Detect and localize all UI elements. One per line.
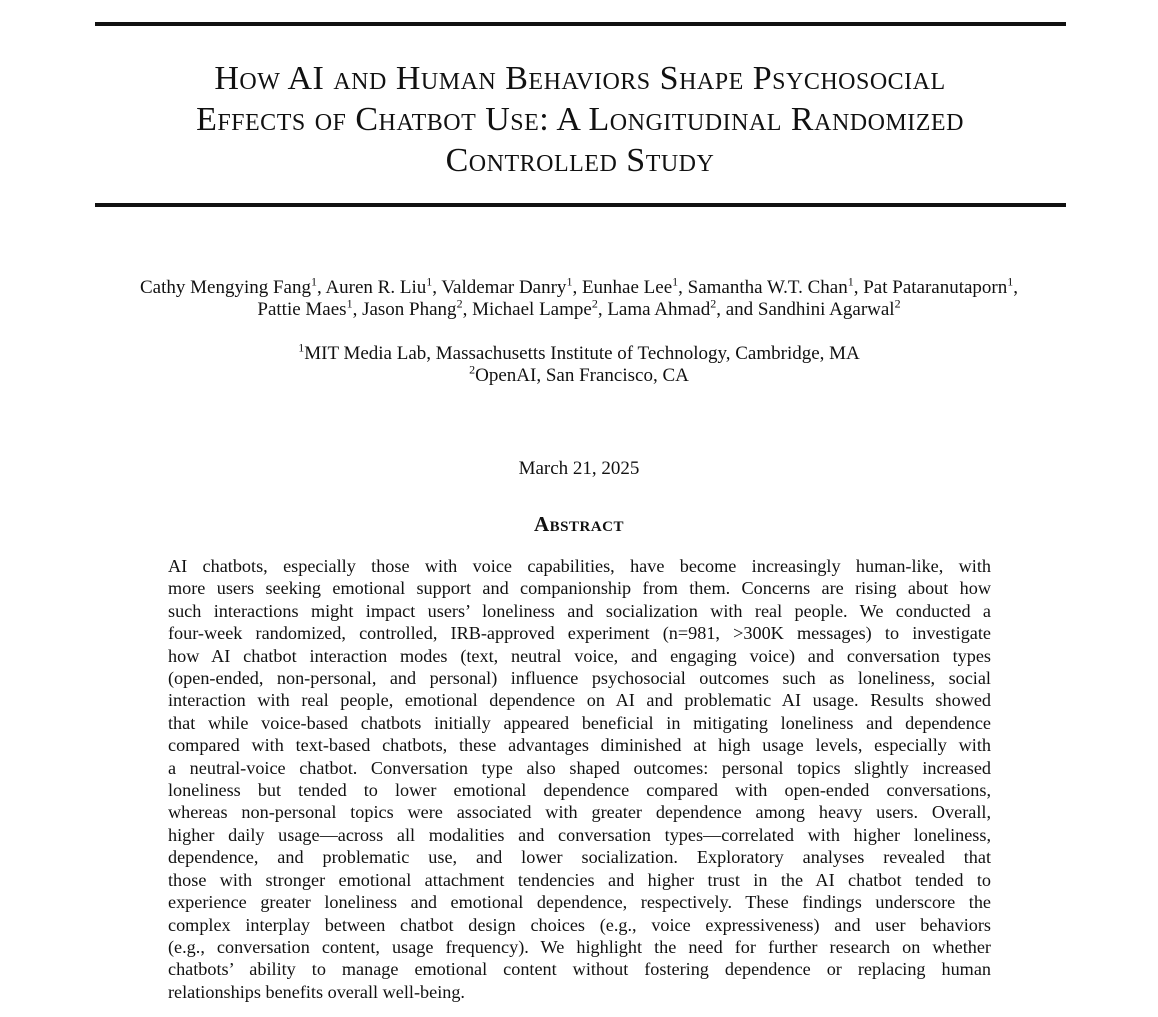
- author-affiliation-mark: 2: [591, 296, 598, 311]
- abstract-line: AI chatbots, especially those with voice capabilities, have become increasingly human-like, with: [168, 556, 991, 576]
- abstract-line: experience greater loneliness and emotional dependence, respectively. These findings underscore the: [168, 892, 991, 913]
- author-name: Cathy Mengying Fang: [139, 277, 311, 298]
- abstract-line: those with stronger emotional attachment tendencies and higher trust in the AI chatbot tended to: [168, 869, 991, 890]
- abstract-body: [168, 555, 991, 1003]
- affiliation: [40, 362, 1118, 387]
- author-affiliation-mark: 2: [710, 296, 717, 311]
- abstract-line: relationships benefits overall well-being.: [168, 981, 465, 1002]
- abstract-line: interaction with real people, emotional dependence on AI and problematic AI usage. Results showed: [168, 690, 991, 711]
- author-affiliation-mark: 1: [426, 274, 433, 289]
- abstract-line: such interactions might impact users’ loneliness and socialization with real people. We conducted a: [168, 600, 991, 621]
- author-name: Samantha W.T. Chan: [687, 277, 848, 298]
- author-affiliation-mark: 1: [847, 274, 854, 289]
- publication-date: March 21, 2025: [518, 458, 640, 479]
- affiliation-text: OpenAI, San Francisco, CA: [475, 365, 689, 386]
- author-affiliation-mark: 1: [346, 296, 353, 311]
- abstract-line: that while voice-based chatbots initially appeared beneficial in mitigating loneliness and dependence: [168, 712, 991, 733]
- author-name: Valdemar Danry: [441, 277, 567, 298]
- author-line: Cathy Mengying Fang$^1$, Auren R. Liu$^1$, Valdemar Danry$^1$, Eunhae Lee$^1$, Samantha W.T. Chan$^1$, Pat Pataranutaporn$^1$,: [139, 274, 1019, 298]
- affiliation-number: 1: [298, 340, 305, 355]
- author-affiliation-mark: 1: [1007, 274, 1014, 289]
- top-rule: [95, 22, 1066, 26]
- author-line: Pattie Maes$^1$, Jason Phang$^2$, Michael Lampe$^2$, Lama Ahmad$^2$, and Sandhini Agarwal$^2$: [257, 296, 901, 320]
- author-affiliation-mark: 2: [894, 296, 901, 311]
- title-line: Effects of Chatbot Use: A Longitudinal Randomized: [196, 101, 964, 138]
- abstract-line: loneliness but tended to lower emotional dependence compared with open-ended conversations,: [168, 780, 991, 801]
- affiliation: [40, 340, 1118, 365]
- author-name: Sandhini Agarwal: [757, 299, 895, 320]
- abstract-line: a neutral-voice chatbot. Conversation type also shaped outcomes: personal topics slightly increased: [168, 757, 991, 778]
- abstract-line: complex interplay between chatbot design choices (e.g., voice expressiveness) and user behaviors: [168, 914, 991, 935]
- author-name: Eunhae Lee: [581, 277, 673, 298]
- title-line: How AI and Human Behaviors Shape Psychosocial: [214, 60, 946, 97]
- author-name: Pattie Maes: [257, 299, 347, 320]
- author-affiliation-mark: 1: [310, 274, 317, 289]
- author-affiliation-mark: 1: [566, 274, 573, 289]
- abstract-line: (e.g., conversation content, usage frequency). We highlight the need for further research on whether: [168, 936, 991, 957]
- abstract-line: higher daily usage—across all modalities and conversation types—correlated with higher loneliness,: [168, 824, 991, 845]
- abstract-line: more users seeking emotional support and companionship from them. Concerns are rising about how: [168, 578, 991, 599]
- author-name: Jason Phang: [362, 299, 457, 320]
- author-name: Michael Lampe: [472, 299, 592, 320]
- abstract-line: dependence, and problematic use, and lower socialization. Exploratory analyses revealed that: [168, 847, 991, 868]
- abstract-line: four-week randomized, controlled, IRB-approved experiment (n=981, >300K messages) to investigate: [168, 623, 991, 644]
- title-line: Controlled Study: [445, 142, 715, 179]
- abstract-line: (open-ended, non-personal, and personal) influence psychosocial outcomes such as loneliness, social: [168, 668, 991, 689]
- abstract-line: how AI chatbot interaction modes (text, neutral voice, and engaging voice) and conversation types: [168, 645, 991, 666]
- affiliation-number: 2: [469, 362, 476, 377]
- abstract-line: whereas non-personal topics were associated with greater dependence among heavy users. Overall,: [168, 802, 991, 823]
- author-name: Auren R. Liu: [325, 277, 427, 298]
- abstract-line: compared with text-based chatbots, these advantages diminished at high usage levels, especially with: [168, 735, 991, 756]
- abstract-heading: Abstract: [533, 512, 625, 536]
- author-affiliation-mark: 1: [672, 274, 679, 289]
- paper-title: [60, 58, 1100, 181]
- author-name: Lama Ahmad: [607, 299, 711, 320]
- author-list: [40, 274, 1118, 321]
- affiliation-text: MIT Media Lab, Massachusetts Institute of Technology, Cambridge, MA: [304, 343, 860, 364]
- author-affiliation-mark: 2: [456, 296, 463, 311]
- bottom-rule: [95, 203, 1066, 207]
- abstract-line: chatbots’ ability to manage emotional content without fostering dependence or replacing human: [168, 959, 991, 980]
- author-name: Pat Pataranutaporn: [863, 277, 1008, 298]
- affiliation-list: [40, 340, 1118, 387]
